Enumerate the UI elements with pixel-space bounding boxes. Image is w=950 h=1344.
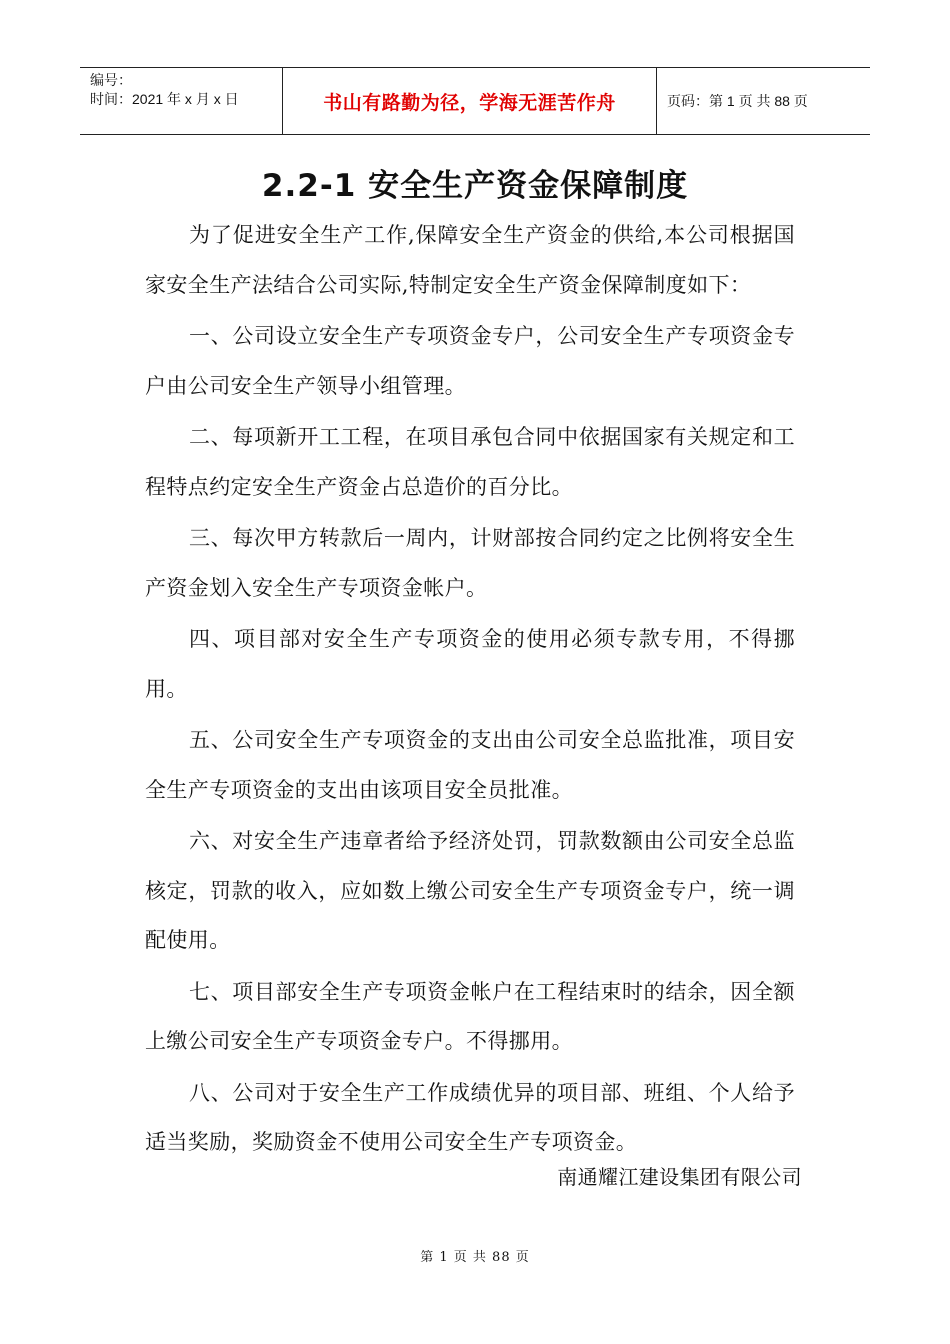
company-signature: 南通耀江建设集团有限公司 xyxy=(557,1165,802,1189)
paragraph-item-5: 五、公司安全生产专项资金的支出由公司安全总监批准，项目安全生产专项资金的支出由该项目安全员批准。 xyxy=(145,728,795,802)
document-time-label: 时间：2021 年 x 月 x 日 xyxy=(90,91,239,107)
header-page-info: 页码：第 1 页 共 88 页 xyxy=(667,93,808,109)
header-meta xyxy=(80,68,282,134)
document-number-label: 编号： xyxy=(90,72,132,88)
document-title: 2.2-1 安全生产资金保障制度 xyxy=(261,168,689,204)
paragraph-item-6: 六、对安全生产违章者给予经济处罚，罚款数额由公司安全总监核定，罚款的收入，应如数上缴公司安全生产专项资金专户，统一调配使用。 xyxy=(145,829,795,952)
document-header xyxy=(80,67,870,135)
paragraph-item-1: 一、公司设立安全生产专项资金专户，公司安全生产专项资金专户由公司安全生产领导小组管理。 xyxy=(145,324,795,398)
paragraph-item-3: 三、每次甲方转款后一周内，计财部按合同约定之比例将安全生产资金划入安全生产专项资金帐户。 xyxy=(145,526,795,600)
paragraph-item-7: 七、项目部安全生产专项资金帐户在工程结束时的结余，因全额上缴公司安全生产专项资金专户。不得挪用。 xyxy=(145,979,795,1053)
header-motto: 书山有路勤为径，学海无涯苦作舟 xyxy=(282,68,657,134)
paragraph-item-4: 四、项目部对安全生产专项资金的使用必须专款专用，不得挪用。 xyxy=(145,627,795,701)
paragraph-item-8: 八、公司对于安全生产工作成绩优异的项目部、班组、个人给予适当奖励，奖励资金不使用公司安全生产专项资金。 xyxy=(145,1080,795,1154)
paragraph-item-2: 二、每项新开工工程，在项目承包合同中依据国家有关规定和工程特点约定安全生产资金占总造价的百分比。 xyxy=(145,425,795,499)
document-body xyxy=(145,211,795,1170)
paragraph-intro: 为了促进安全生产工作,保障安全生产资金的供给,本公司根据国家安全生产法结合公司实际,特制定安全生产资金保障制度如下： xyxy=(145,223,795,297)
page-footer: 第 1 页 共 88 页 xyxy=(420,1250,530,1265)
